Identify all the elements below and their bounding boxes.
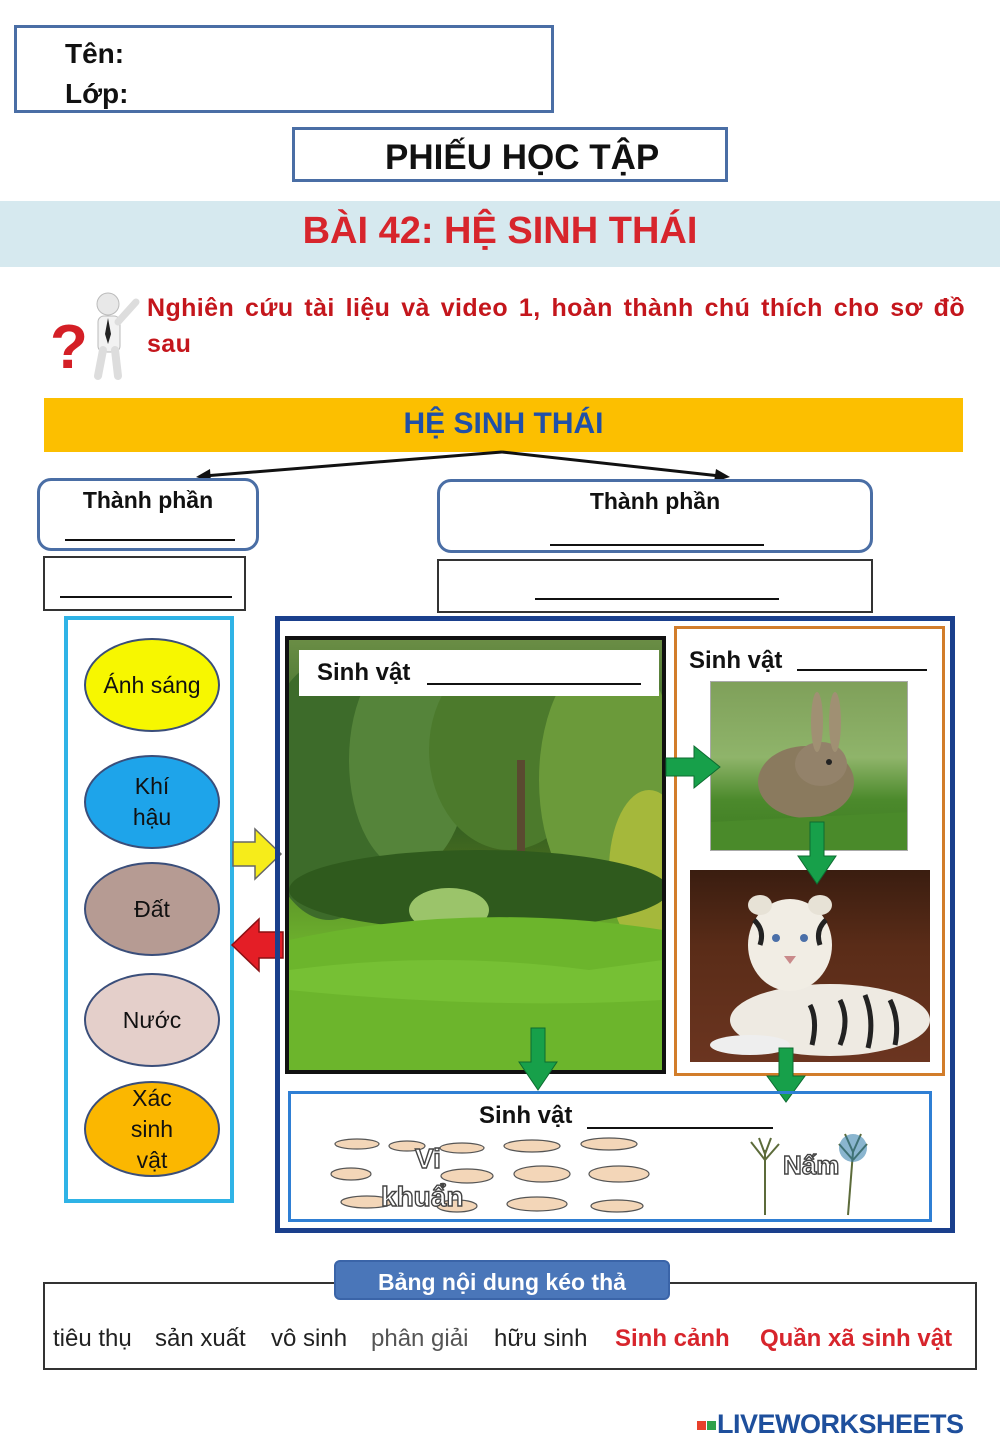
- instruction-text: Nghiên cứu tài liệu và video 1, hoàn thành chú thích cho sơ đồ sau: [147, 294, 965, 358]
- abiotic-soil: Đất: [84, 862, 220, 956]
- logo-text: LIVEWORKSHEETS: [717, 1409, 964, 1439]
- class-label: Lớp:: [65, 78, 129, 109]
- green-arrow-down-icon-1: [796, 820, 838, 886]
- green-arrow-down-icon-2: [517, 1026, 559, 1092]
- drag-word-biotic[interactable]: hữu sinh: [494, 1325, 588, 1352]
- drag-word-decomposer[interactable]: phân giải: [371, 1325, 469, 1352]
- tiger-illustration: [690, 870, 930, 1062]
- producer-label-box: [299, 650, 659, 696]
- left-component-blank[interactable]: [65, 539, 235, 541]
- svg-text:?: ?: [50, 313, 88, 382]
- drag-word-abiotic[interactable]: vô sinh: [271, 1325, 348, 1352]
- bacteria-text-1: Vi: [415, 1143, 441, 1174]
- name-label: Tên:: [65, 38, 125, 69]
- drag-word-consumer[interactable]: tiêu thụ: [53, 1325, 132, 1352]
- right-answer-box[interactable]: [437, 559, 873, 613]
- liveworksheets-logo: [697, 1409, 964, 1440]
- abiotic-light: Ánh sáng: [84, 638, 220, 732]
- producer-blank[interactable]: [427, 683, 641, 685]
- drag-bank-title: Bảng nội dung kéo thả: [334, 1260, 670, 1300]
- decomposer-label: Sinh vật: [479, 1102, 573, 1129]
- left-component-label: Thành phần: [82, 487, 214, 513]
- drag-word-community[interactable]: Quần xã sinh vật: [760, 1325, 953, 1352]
- ecosystem-title: HỆ SINH THÁI: [403, 407, 604, 440]
- consumer-blank[interactable]: [797, 669, 927, 671]
- fungi-text: Nấm: [783, 1150, 840, 1180]
- worksheet-title: PHIẾU HỌC TẬP: [385, 138, 660, 177]
- drag-word-producer[interactable]: sản xuất: [155, 1325, 246, 1352]
- forest-illustration: [289, 640, 663, 1070]
- left-answer-box[interactable]: [43, 556, 246, 611]
- worksheet-title-box: [292, 127, 728, 182]
- forest-image: [285, 636, 666, 1074]
- abiotic-climate: Khí hậu: [84, 755, 220, 849]
- producer-label: Sinh vật: [317, 659, 411, 686]
- lesson-title: BÀI 42: HỆ SINH THÁI: [302, 210, 698, 252]
- fungi-illustration: [733, 1130, 893, 1220]
- left-answer-blank: [60, 596, 232, 598]
- logo-square-icon: [697, 1421, 706, 1430]
- biotic-component-box: [437, 479, 873, 553]
- abiotic-water: Nước: [84, 973, 220, 1067]
- abiotic-component-box: [37, 478, 259, 551]
- ecosystem-title-bar: [44, 398, 963, 452]
- right-component-label: Thành phần: [589, 488, 721, 514]
- decomposer-box: [288, 1091, 932, 1222]
- question-man-icon: [48, 290, 143, 382]
- consumer-label: Sinh vật: [689, 647, 783, 674]
- bacteria-text-2: khuẩn: [381, 1181, 464, 1212]
- abiotic-remains: Xác sinh vật: [84, 1081, 220, 1177]
- green-arrow-right-icon: [664, 744, 724, 790]
- tiger-image: [690, 870, 930, 1062]
- bacteria-illustration: [327, 1134, 667, 1218]
- drag-word-habitat[interactable]: Sinh cảnh: [615, 1325, 730, 1352]
- right-answer-blank: [535, 598, 779, 600]
- decomposer-blank[interactable]: [587, 1127, 773, 1129]
- name-class-box: [14, 25, 554, 113]
- lesson-banner: [0, 201, 1000, 267]
- right-component-blank[interactable]: [550, 544, 764, 546]
